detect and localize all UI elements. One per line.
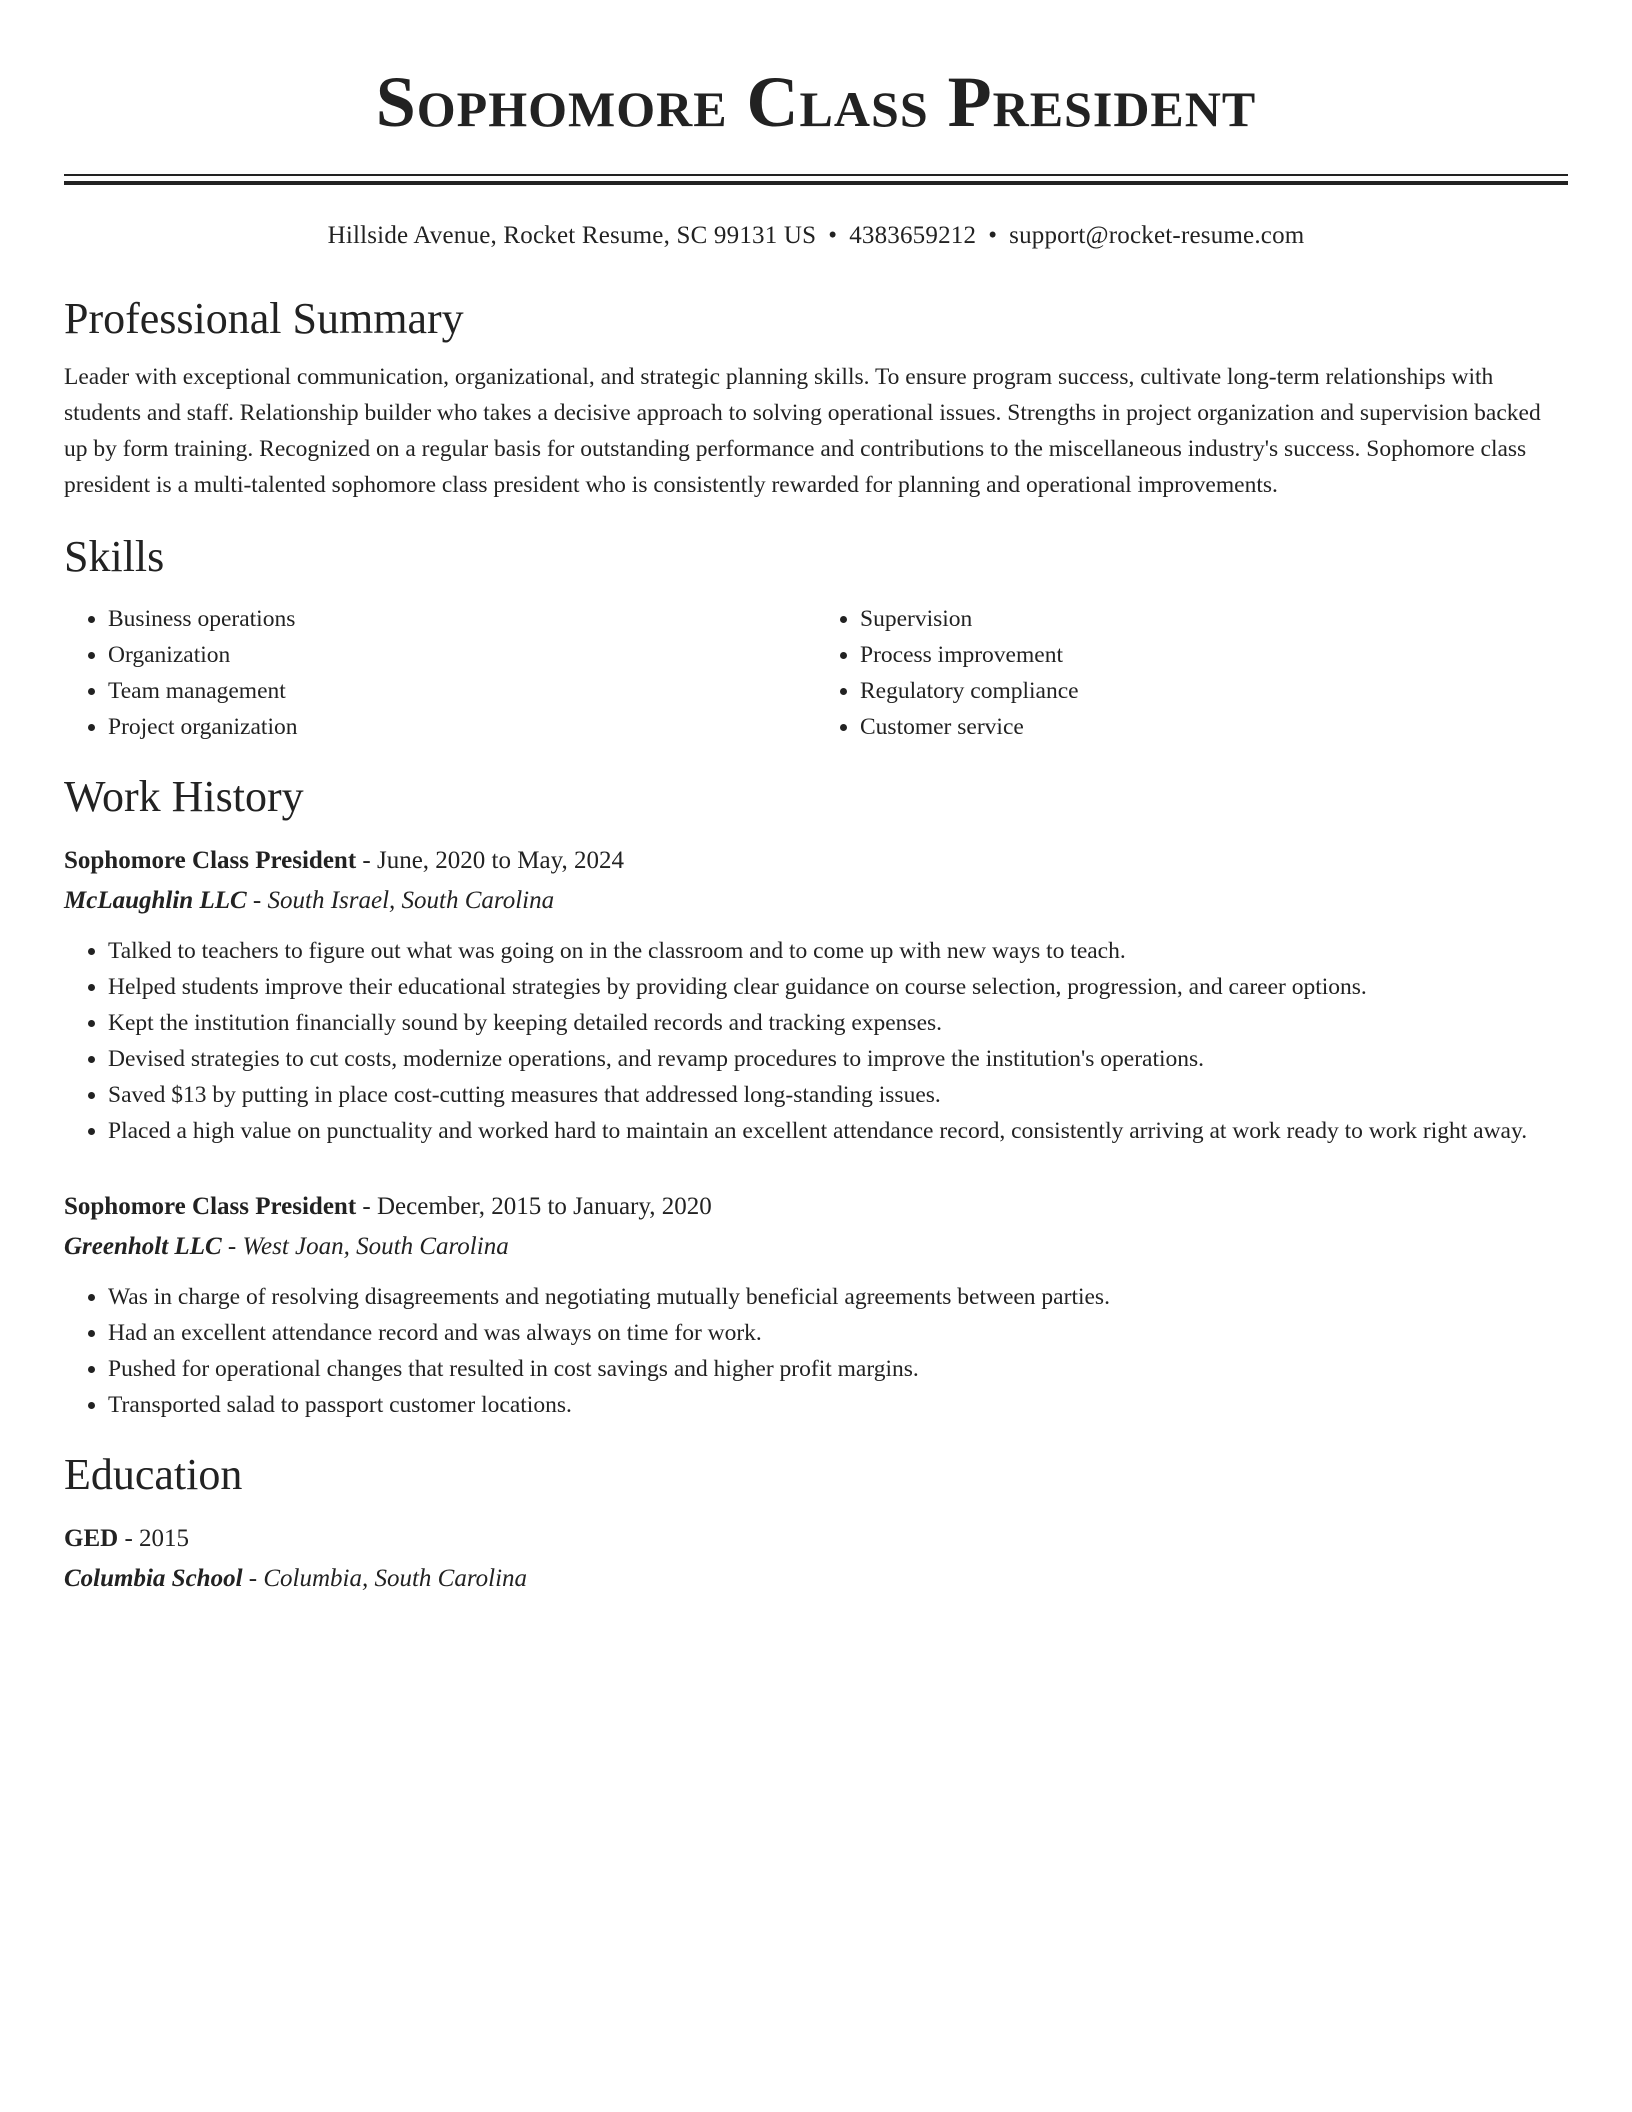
candidate-name: Sophomore Class President <box>375 62 1257 142</box>
education-school: Columbia School <box>64 1565 243 1592</box>
education-degree: GED <box>64 1525 119 1552</box>
job-bullet: • Saved $13 by putting in place cost-cutting measures that addressed long-standing issues. <box>108 1077 1568 1113</box>
job-entry <box>64 843 1568 1149</box>
section-heading-skills: Skills <box>64 532 165 581</box>
contact-line <box>64 219 1568 253</box>
job-title: Sophomore Class President <box>64 1193 357 1220</box>
job-location: - West Joan, South Carolina <box>221 1233 509 1260</box>
education-degree-line <box>64 1521 1568 1557</box>
job-title-line <box>64 843 1568 879</box>
job-bullet: • Placed a high value on punctuality and worked hard to maintain an excellent attendance record, consistently arriving at work ready to work right away. <box>108 1113 1568 1149</box>
education-section <box>64 1449 1568 1597</box>
skill-item: • Regulatory compliance <box>860 673 1568 709</box>
contact-separator: • <box>988 222 998 249</box>
job-title-line <box>64 1189 1568 1225</box>
contact-phone: 4383659212 <box>849 222 977 249</box>
contact-address: Hillside Avenue, Rocket Resume, SC 99131 US <box>327 222 817 249</box>
section-heading-work: Work History <box>64 772 304 821</box>
education-year: - 2015 <box>118 1525 190 1552</box>
section-heading-summary: Professional Summary <box>64 294 464 343</box>
skills-list-left <box>64 601 816 745</box>
skills-columns <box>64 601 1568 745</box>
skill-item: • Project organization <box>108 709 816 745</box>
header-rule-top <box>64 174 1568 176</box>
contact-separator: • <box>828 222 838 249</box>
job-bullet: • Devised strategies to cut costs, modernize operations, and revamp procedures to improve the institution's operations. <box>108 1041 1568 1077</box>
job-bullet: • Transported salad to passport customer locations. <box>108 1387 1568 1423</box>
job-bullet: • Pushed for operational changes that resulted in cost savings and higher profit margins. <box>108 1351 1568 1387</box>
job-bullets <box>64 1279 1568 1423</box>
education-location: - Columbia, South Carolina <box>242 1565 528 1592</box>
job-title: Sophomore Class President <box>64 847 357 874</box>
skills-section <box>64 531 1568 745</box>
job-entry <box>64 1189 1568 1423</box>
job-bullet: • Kept the institution financially sound by keeping detailed records and tracking expenses. <box>108 1005 1568 1041</box>
job-company: McLaughlin LLC <box>64 887 247 914</box>
job-company-line <box>64 1229 1568 1265</box>
job-company-line <box>64 883 1568 919</box>
skill-item: • Organization <box>108 637 816 673</box>
skill-item: • Supervision <box>860 601 1568 637</box>
header-rule-bottom <box>64 181 1568 185</box>
summary-text: Leader with exceptional communication, organizational, and strategic planning skills. To ensure program success, cultivate long-term relationships with students and staff. Relationship builder who takes a decisive approach to solving operational issues. Strengths in project organization and supervision backed up by form training. Recognized on a regular basis for outstanding performance and contributions to the miscellaneous industry's success. Sophomore class president is a multi-talented sophomore class president who is consistently rewarded for planning and operational improvements. <box>64 364 1541 498</box>
skill-item: • Customer service <box>860 709 1568 745</box>
skill-item: • Team management <box>108 673 816 709</box>
skills-list-right <box>816 601 1568 745</box>
job-bullets <box>64 933 1568 1149</box>
job-bullet: • Had an excellent attendance record and was always on time for work. <box>108 1315 1568 1351</box>
job-bullet: • Was in charge of resolving disagreements and negotiating mutually beneficial agreements between parties. <box>108 1279 1568 1315</box>
job-dates: - December, 2015 to January, 2020 <box>356 1193 712 1220</box>
professional-summary-section <box>64 293 1568 503</box>
job-dates: - June, 2020 to May, 2024 <box>356 847 624 874</box>
skill-item: • Process improvement <box>860 637 1568 673</box>
work-history-section <box>64 771 1568 1423</box>
job-location: - South Israel, South Carolina <box>246 887 555 914</box>
section-heading-education: Education <box>64 1450 243 1499</box>
job-bullet: • Talked to teachers to figure out what was going on in the classroom and to come up with new ways to teach. <box>108 933 1568 969</box>
contact-email: support@rocket-resume.com <box>1009 222 1305 249</box>
skill-item: • Business operations <box>108 601 816 637</box>
education-school-line <box>64 1561 1568 1597</box>
job-bullet: • Helped students improve their educational strategies by providing clear guidance on course selection, progression, and career options. <box>108 969 1568 1005</box>
job-company: Greenholt LLC <box>64 1233 222 1260</box>
